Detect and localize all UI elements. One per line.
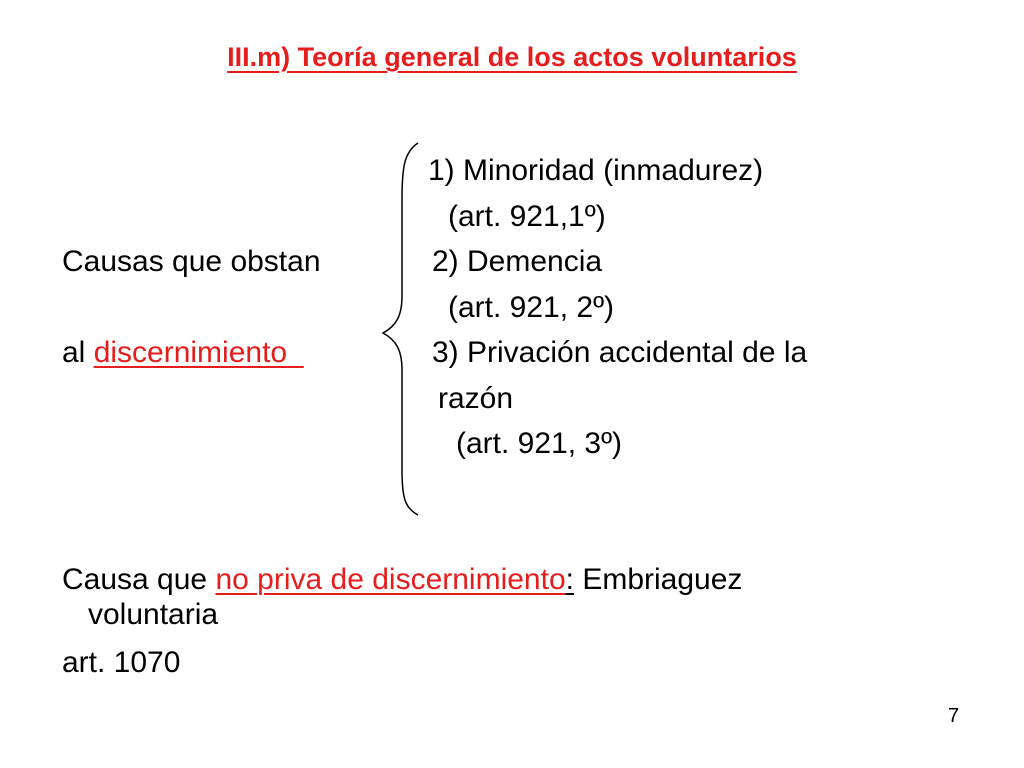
slide-title: III.m) Teoría general de los actos voluntarios <box>227 42 797 72</box>
cause-2-article: (art. 921, 2º) <box>448 291 615 324</box>
bottom-line1 <box>62 565 742 595</box>
bottom-prefix: Causa que <box>62 563 216 596</box>
left-heading-prefix: al <box>62 336 94 369</box>
bottom-line3: art. 1070 <box>62 646 181 679</box>
cause-3-label-cont: razón <box>438 382 514 415</box>
discernimiento-link[interactable]: discernimiento <box>93 336 304 369</box>
cause-2-label: 2) Demencia <box>432 245 603 278</box>
cause-3-article: (art. 921, 3º) <box>456 427 623 460</box>
cause-3-label: 3) Privación accidental de la <box>432 336 808 369</box>
cause-1-article: (art. 921,1º) <box>448 200 606 233</box>
bottom-line2: voluntaria <box>88 598 219 631</box>
bottom-colon: : <box>565 563 574 596</box>
cause-1-label: 1) Minoridad (inmadurez) <box>428 154 764 187</box>
left-heading-line1: Causas que obstan <box>62 245 321 278</box>
no-priva-link[interactable]: no priva de discernimiento <box>215 563 566 596</box>
bottom-suffix: Embriaguez <box>573 563 743 596</box>
left-heading-line2 <box>62 338 304 368</box>
page-number: 7 <box>948 705 960 727</box>
